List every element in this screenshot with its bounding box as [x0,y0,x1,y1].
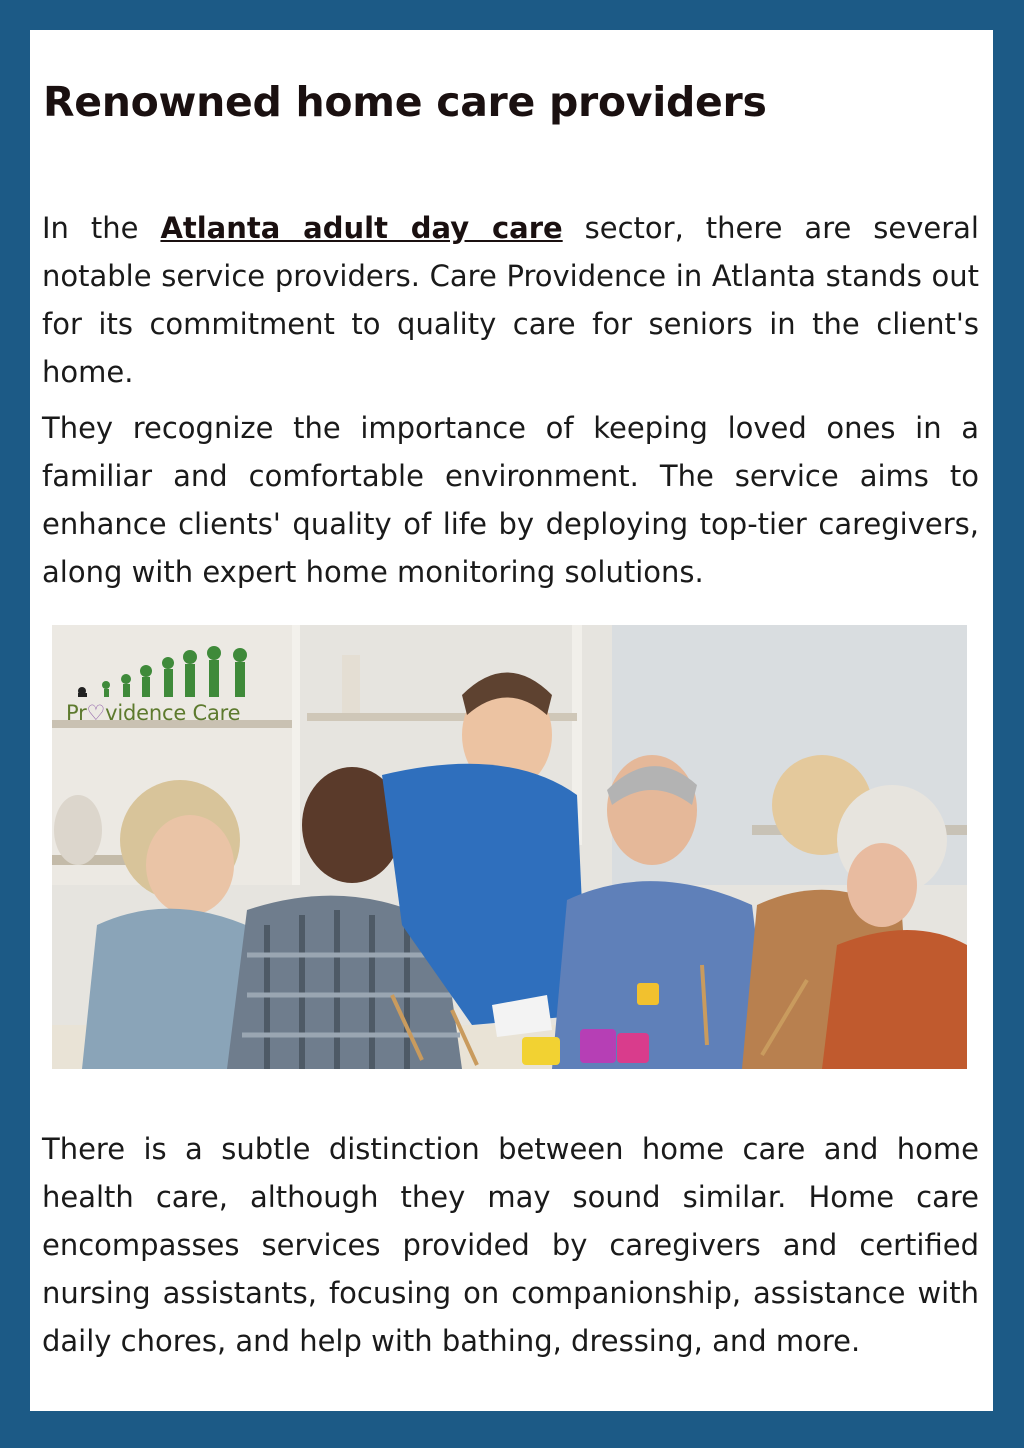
providence-care-logo [64,635,294,731]
logo-text-part1: Pr [66,701,87,725]
logo-text-part2: vidence Care [105,701,241,725]
page-title: Renowned home care providers [43,78,767,126]
paragraph-environment: They recognize the importance of keeping loved ones in a familiar and comfortable environment. The service aims to enhance clients' quality of life by deploying top-tier caregivers, along with expert home monitoring solutions. [42,411,979,589]
walking-figures-logo-icon [64,635,264,697]
paragraph-intro [42,204,979,396]
paragraph-distinction: There is a subtle distinction between home care and home health care, although they may sound similar. Home care encompasses services provided by caregivers and certified nursing assistants, focusing on companionship, assistance with daily chores, and help with bathing, dressing, and more. [42,1132,979,1358]
content-card [30,30,993,1411]
logo-wordmark [66,701,240,725]
heart-icon: ♡ [86,701,106,725]
intro-text-end: sector, there are several notable service providers. Care Providence in Atlanta stands out for its commitment to quality care for seniors in the client's home. [42,211,979,389]
intro-text-start: In the [42,211,161,245]
caregivers-photo [52,625,967,1069]
atlanta-adult-day-care-link[interactable]: Atlanta adult day care [160,211,563,245]
